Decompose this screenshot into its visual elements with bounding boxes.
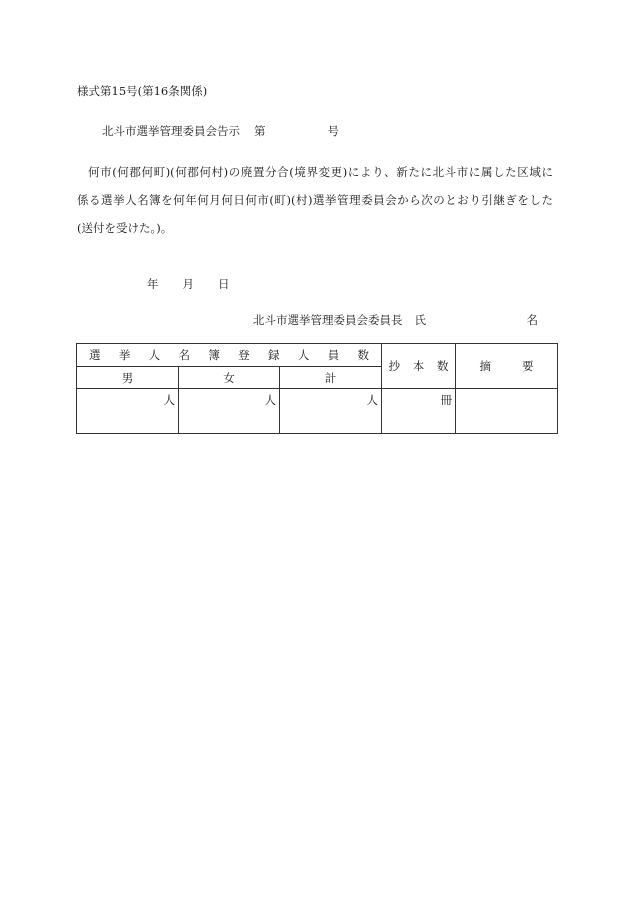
notice-title: 北斗市選挙管理委員会告示 <box>102 124 240 138</box>
header-copies: 抄本数 <box>388 359 449 373</box>
notice-line <box>102 123 339 139</box>
body-text <box>77 158 553 242</box>
chair-surname-label: 氏 <box>414 313 426 327</box>
date-month: 月 <box>182 277 194 291</box>
unit-person-female: 人 <box>264 393 276 407</box>
cell-total <box>280 389 382 434</box>
cell-male <box>77 389 179 434</box>
date-day: 日 <box>218 277 230 291</box>
header-remarks-cell <box>456 344 558 389</box>
body-line-2: 係る選挙人名簿を何年何月何日何市(町)(村)選挙管理委員会から次のとおり引継ぎをした <box>77 193 553 207</box>
unit-person-total: 人 <box>366 393 379 407</box>
body-line-3: (送付を受けた。)。 <box>77 221 173 235</box>
cell-remarks <box>456 389 558 434</box>
notice-number-suffix: 号 <box>327 124 339 138</box>
date-year: 年 <box>147 277 159 291</box>
table-header-row <box>77 344 558 367</box>
header-registered-count: 選挙人名簿登録人員数 <box>77 344 382 367</box>
header-female: 女 <box>179 367 280 389</box>
header-male: 男 <box>77 367 179 389</box>
unit-person-male: 人 <box>163 393 175 407</box>
roster-table <box>76 343 558 434</box>
chair-title: 北斗市選挙管理委員会委員長 <box>253 313 403 327</box>
form-number: 様式第15号(第16条関係) <box>77 84 208 98</box>
notice-number-label: 第 <box>254 124 266 138</box>
chair-given-label: 名 <box>526 313 538 327</box>
header-remarks: 摘要 <box>479 359 534 373</box>
date-line <box>147 276 230 292</box>
header-copies-cell <box>382 344 456 389</box>
cell-copies <box>382 389 456 434</box>
chair-signature-line <box>253 312 538 328</box>
unit-volume: 冊 <box>440 393 453 407</box>
cell-female <box>179 389 280 434</box>
body-line-1: 何市(何郡何町)(何郡何村)の廃置分合(境界変更)により、新たに北斗市に属した区域に <box>88 165 553 179</box>
header-total: 計 <box>280 367 382 389</box>
table-row <box>77 389 558 434</box>
